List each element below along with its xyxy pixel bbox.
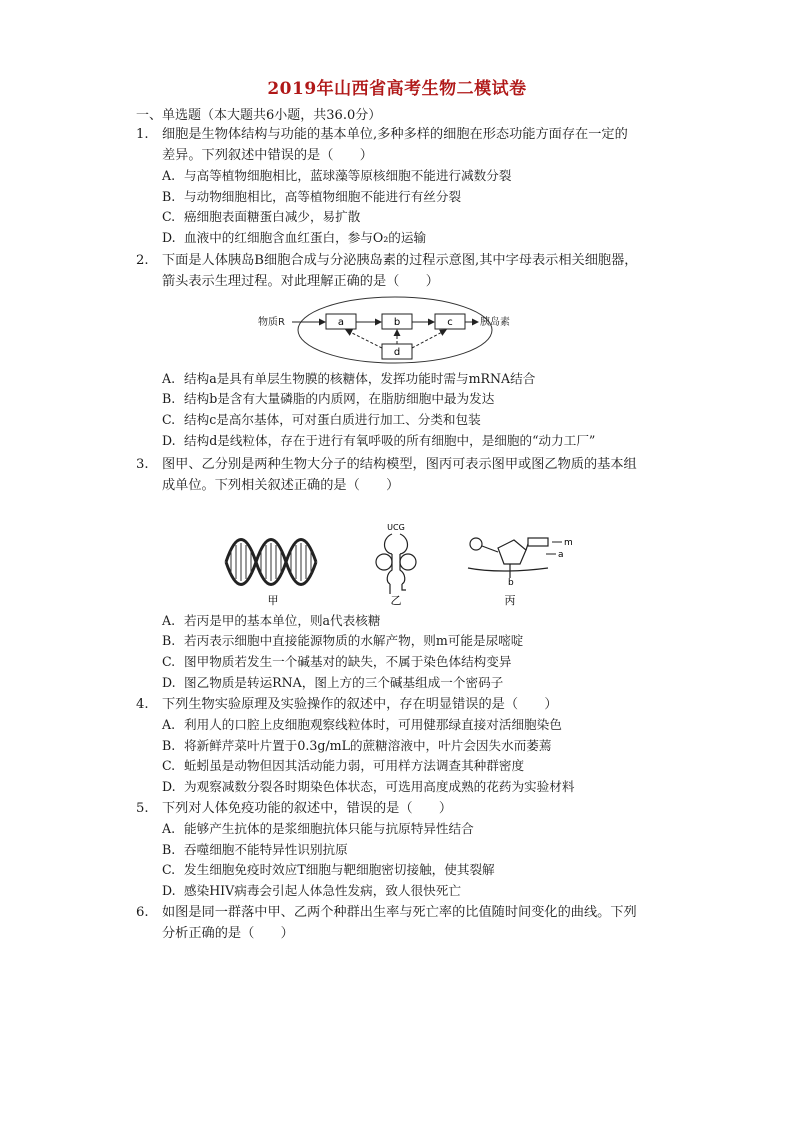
- option-text: 利用人的口腔上皮细胞观察线粒体时，可用健那绿直接对活细胞染色: [184, 717, 562, 732]
- option-a: [162, 819, 474, 839]
- option-text: 与动物细胞相比，高等植物细胞不能进行有丝分裂: [184, 189, 462, 204]
- option-letter: C.: [162, 758, 176, 773]
- question-5: [136, 798, 676, 819]
- question-number: 3.: [136, 457, 149, 472]
- option-text: 图甲物质若发生一个碱基对的缺失，不属于染色体结构变异: [184, 654, 512, 669]
- question-number: 6.: [136, 905, 149, 920]
- option-text: 血液中的红细胞含血红蛋白，参与O₂的运输: [184, 230, 427, 245]
- stem-line: 下列生物实验原理及实验操作的叙述中，存在明显错误的是（ ）: [162, 697, 558, 712]
- question-stem: [162, 454, 676, 496]
- question-number: 4.: [136, 697, 149, 712]
- option-b: [162, 389, 494, 409]
- question-number: 2.: [136, 253, 149, 268]
- option-text: 感染HIV病毒会引起人体急性发病，致人很快死亡: [184, 883, 461, 898]
- option-letter: D.: [162, 433, 176, 448]
- question-1: [136, 124, 676, 166]
- option-a: [162, 369, 535, 389]
- label-insulin: 胰岛素: [480, 317, 510, 328]
- label-b: b: [508, 578, 514, 588]
- option-letter: A.: [162, 717, 176, 732]
- option-c: [162, 652, 511, 672]
- question-6: [136, 902, 676, 944]
- option-b: [162, 840, 348, 860]
- stem-line: 分析正确的是（ ）: [162, 926, 294, 941]
- option-letter: D.: [162, 883, 176, 898]
- option-letter: A.: [162, 821, 176, 836]
- figure-3-diagram: [218, 518, 588, 608]
- option-text: 结构c是高尔基体，可对蛋白质进行加工、分类和包装: [184, 412, 481, 427]
- option-letter: D.: [162, 779, 176, 794]
- option-letter: C.: [162, 862, 176, 877]
- option-text: 与高等植物细胞相比，蓝球藻等原核细胞不能进行减数分裂: [184, 168, 512, 183]
- option-letter: D.: [162, 675, 176, 690]
- option-letter: B.: [162, 391, 176, 406]
- question-2: [136, 250, 676, 292]
- caption-bing: 丙: [504, 594, 516, 607]
- option-text: 结构b是含有大量磷脂的内质网，在脂肪细胞中最为发达: [184, 391, 495, 406]
- option-b: [162, 736, 551, 756]
- stem-line: 差异。下列叙述中错误的是（ ）: [162, 148, 373, 163]
- question-3: [136, 454, 676, 496]
- caption-jia: 甲: [267, 594, 279, 607]
- option-letter: A.: [162, 613, 176, 628]
- stem-line: 箭头表示生理过程。对此理解正确的是（ ）: [162, 274, 439, 289]
- option-text: 为观察减数分裂各时期染色体状态，可选用高度成熟的花药为实验材料: [184, 779, 575, 794]
- option-text: 发生细胞免疫时效应T细胞与靶细胞密切接触，使其裂解: [184, 862, 495, 877]
- option-text: 若丙表示细胞中直接能源物质的水解产物，则m可能是尿嘧啶: [184, 633, 524, 648]
- stem-line: 如图是同一群落中甲、乙两个种群出生率与死亡率的比值随时间变化的曲线。下列: [162, 905, 637, 920]
- option-letter: C.: [162, 654, 176, 669]
- option-text: 若丙是甲的基本单位，则a代表核糖: [184, 613, 381, 628]
- option-text: 吞噬细胞不能特异性识别抗原: [184, 842, 348, 857]
- organelle-d-label: d: [393, 347, 401, 358]
- organelle-b-label: b: [393, 317, 401, 328]
- question-number: 5.: [136, 801, 149, 816]
- option-c: [162, 860, 495, 880]
- option-text: 将新鲜芹菜叶片置于0.3g/mL的蔗糖溶液中，叶片会因失水而萎蔫: [184, 738, 552, 753]
- option-letter: B.: [162, 189, 176, 204]
- trna-codon-label: UCG: [387, 523, 405, 532]
- option-text: 能够产生抗体的是浆细胞抗体只能与抗原特异性结合: [184, 821, 474, 836]
- option-letter: B.: [162, 842, 176, 857]
- label-m: m: [564, 538, 573, 548]
- question-stem: [162, 902, 676, 944]
- option-letter: A.: [162, 371, 176, 386]
- option-b: [162, 187, 461, 207]
- trna-icon: [376, 534, 416, 594]
- label-a: a: [558, 550, 564, 560]
- stem-line: 成单位。下列相关叙述正确的是（ ）: [162, 478, 400, 493]
- option-letter: D.: [162, 230, 176, 245]
- option-letter: C.: [162, 209, 176, 224]
- figure-2-diagram: [250, 292, 520, 368]
- question-4: [136, 694, 676, 715]
- page-title: 2019年山西省高考生物二模试卷: [267, 79, 527, 99]
- label-substance-r: 物质R: [258, 317, 285, 328]
- option-a: [162, 166, 511, 186]
- option-text: 结构a是具有单层生物膜的核糖体，发挥功能时需与mRNA结合: [184, 371, 536, 386]
- option-text: 蚯蚓虽是动物但因其活动能力弱，可用样方法调查其种群密度: [184, 758, 525, 773]
- option-text: 结构d是线粒体，存在于进行有氧呼吸的所有细胞中，是细胞的“动力工厂”: [184, 433, 596, 448]
- question-stem: [162, 124, 676, 166]
- question-stem: [162, 694, 676, 715]
- option-c: [162, 207, 360, 227]
- stem-line: 细胞是生物体结构与功能的基本单位,多种多样的细胞在形态功能方面存在一定的: [162, 127, 628, 142]
- option-d: [162, 431, 595, 451]
- option-letter: A.: [162, 168, 176, 183]
- stem-line: 下列对人体免疫功能的叙述中，错误的是（ ）: [162, 801, 453, 816]
- option-letter: B.: [162, 738, 176, 753]
- option-letter: B.: [162, 633, 176, 648]
- section-heading: 一、单选题（本大题共6小题，共36.0分）: [136, 108, 382, 123]
- stem-line: 下面是人体胰岛B细胞合成与分泌胰岛素的过程示意图,其中字母表示相关细胞器，: [162, 253, 638, 268]
- organelle-c-label: c: [447, 317, 453, 328]
- option-text: 癌细胞表面糖蛋白减少，易扩散: [184, 209, 361, 224]
- question-stem: [162, 798, 676, 819]
- question-number: 1.: [136, 127, 149, 142]
- option-a: [162, 715, 562, 735]
- stem-line: 图甲、乙分别是两种生物大分子的结构模型，图丙可表示图甲或图乙物质的基本组: [162, 457, 637, 472]
- option-text: 图乙物质是转运RNA，图上方的三个碱基组成一个密码子: [184, 675, 504, 690]
- organelle-a-label: a: [337, 317, 345, 328]
- option-d: [162, 777, 574, 797]
- option-letter: C.: [162, 412, 176, 427]
- option-d: [162, 673, 503, 693]
- option-d: [162, 228, 426, 248]
- option-a: [162, 611, 380, 631]
- option-c: [162, 410, 481, 430]
- caption-yi: 乙: [390, 594, 402, 607]
- option-b: [162, 631, 523, 651]
- question-stem: [162, 250, 676, 292]
- option-c: [162, 756, 524, 776]
- option-d: [162, 881, 461, 901]
- nucleotide-icon: [468, 538, 548, 578]
